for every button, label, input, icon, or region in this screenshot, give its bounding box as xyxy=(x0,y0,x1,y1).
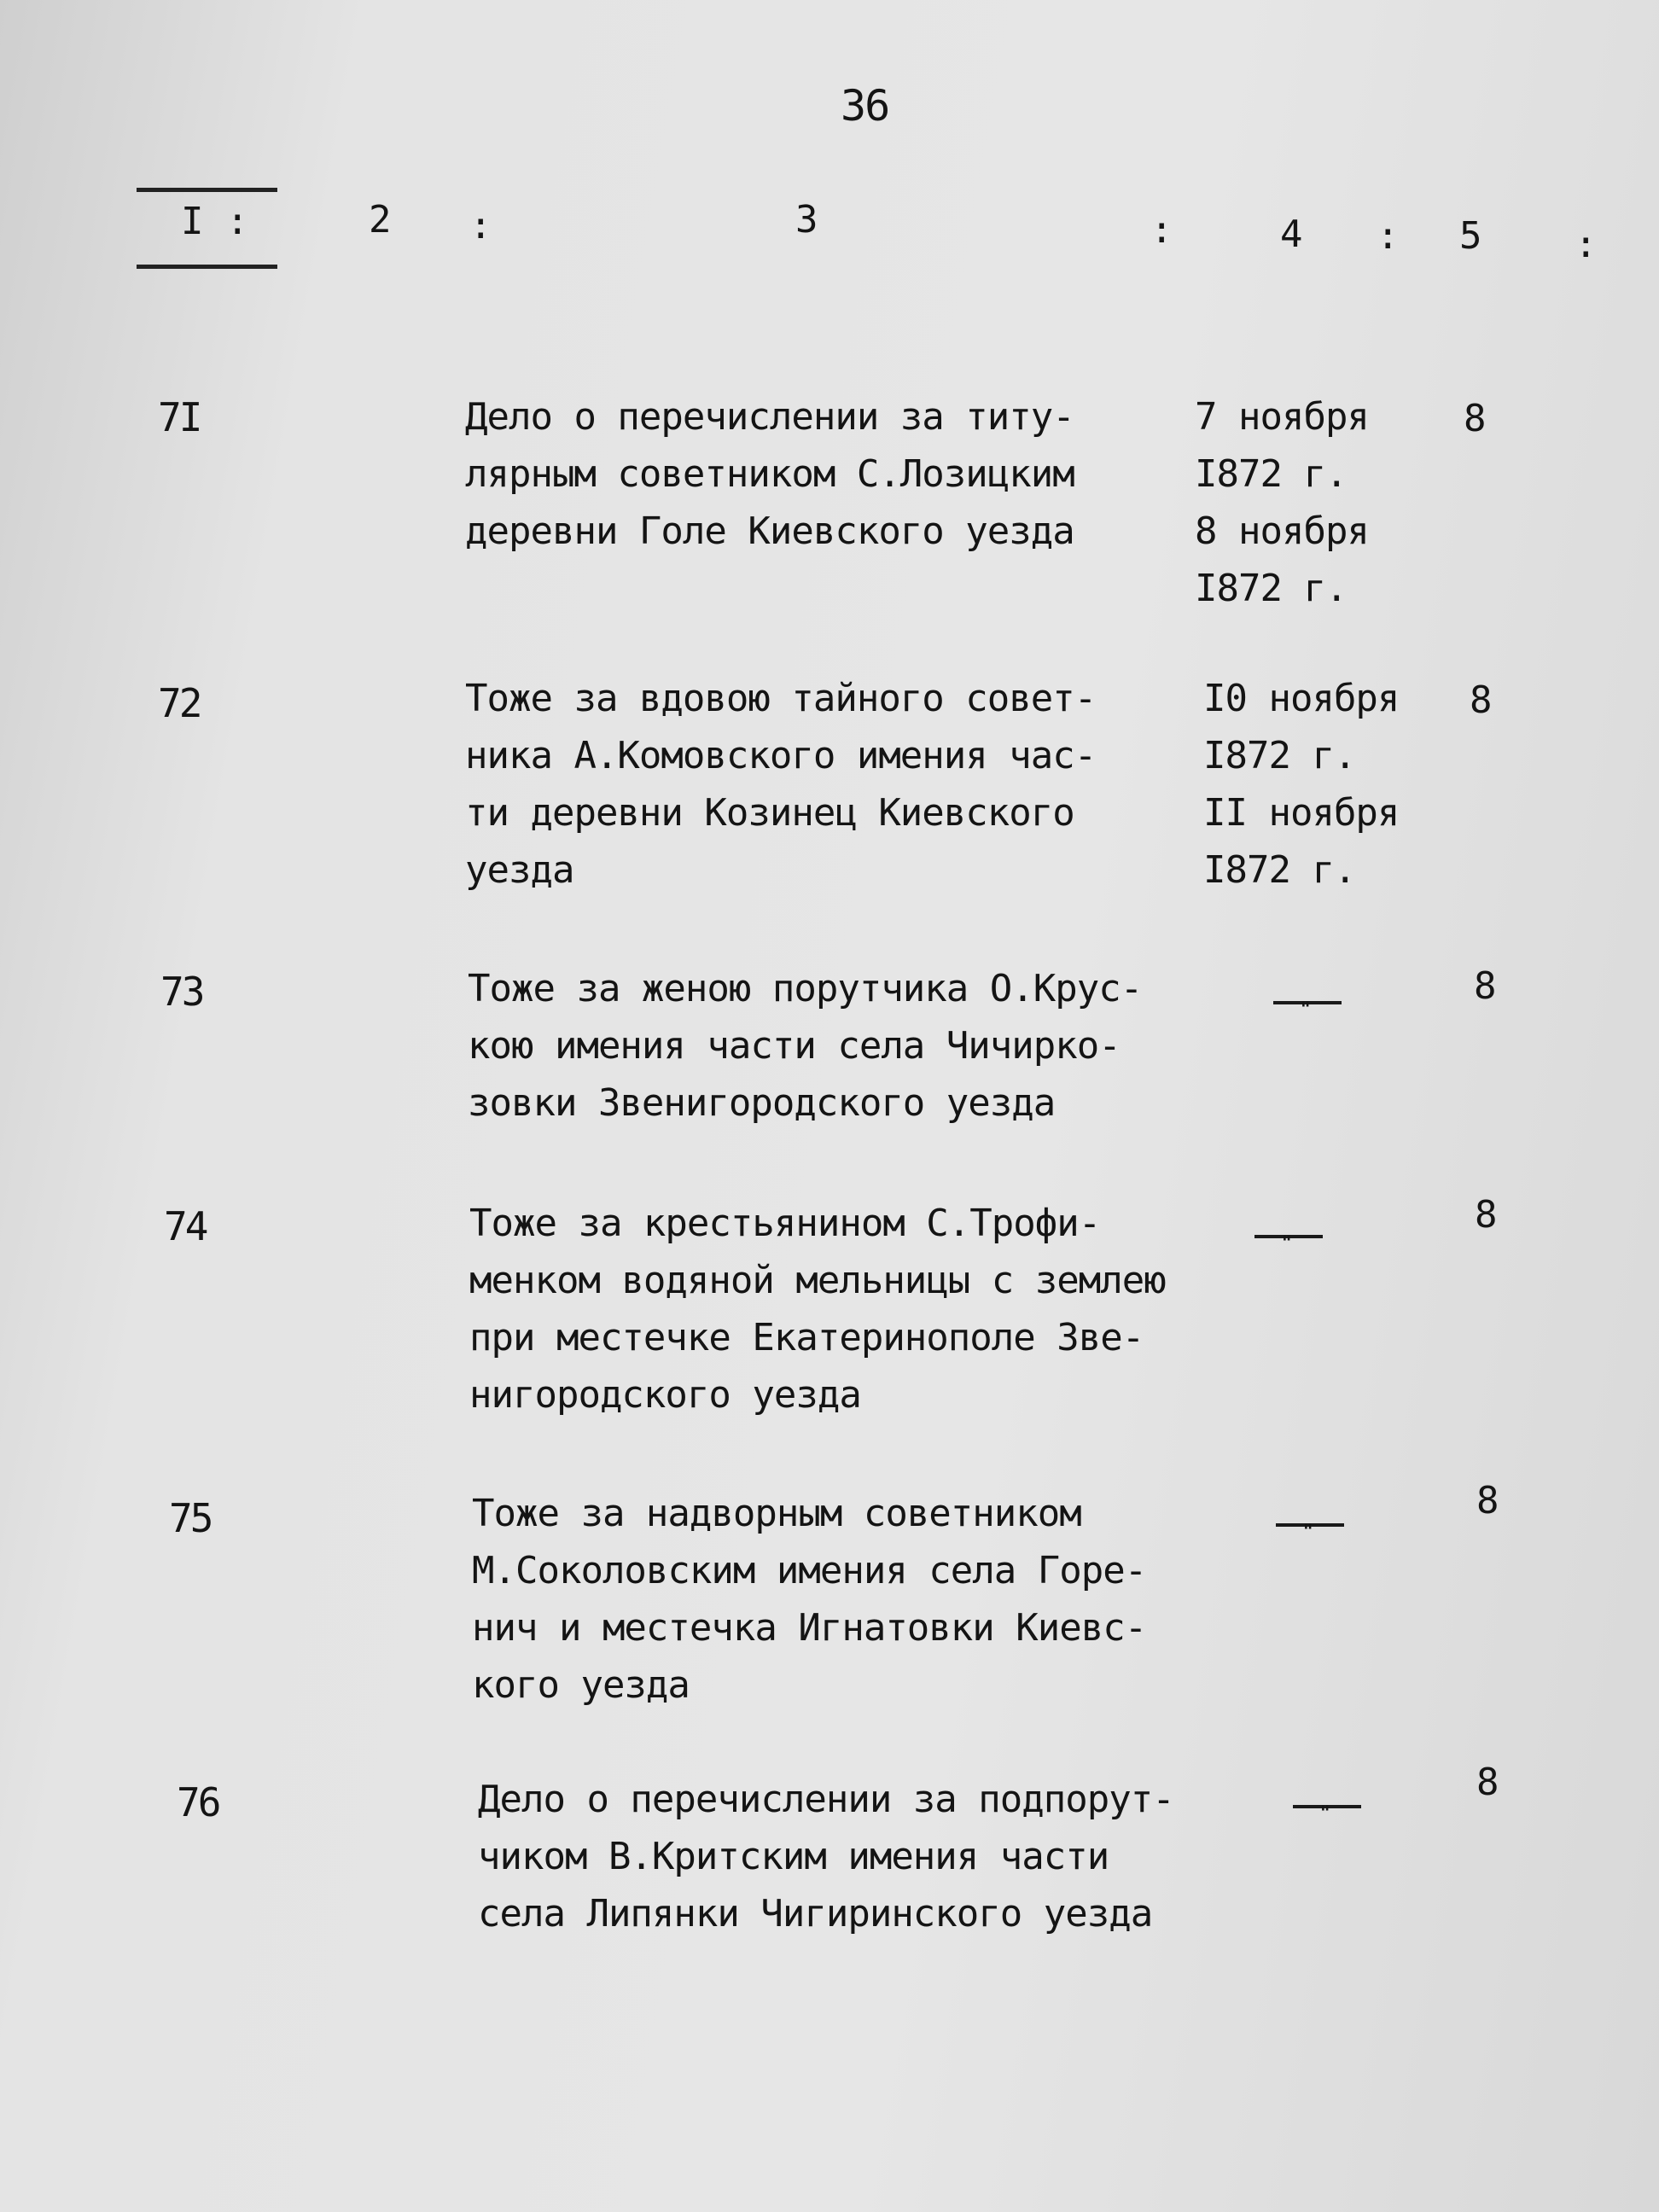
entry-number: 72 xyxy=(158,680,201,726)
entry-sheet-count: 8 xyxy=(1474,964,1497,1008)
header-separator: : xyxy=(1150,208,1173,252)
entry-sheet-count: 8 xyxy=(1470,678,1493,722)
entry-sheet-count: 8 xyxy=(1464,397,1487,440)
page-number: 36 xyxy=(841,81,889,131)
header-separator: : xyxy=(1575,223,1598,266)
entry-sheet-count: 8 xyxy=(1476,1761,1499,1804)
header-col-1: I : xyxy=(181,200,249,243)
entry-number: 74 xyxy=(164,1203,207,1249)
entry-description: Тоже за крестьянином С.Трофи- менком водяной мельницы с землею при местечке Екатеринополе Зве- нигородского уезда xyxy=(469,1202,1166,1417)
entry-date: 7 ноября I872 г. 8 ноября I872 г. xyxy=(1195,395,1369,610)
header-col-5: 5 xyxy=(1459,214,1482,258)
entry-description: Тоже за женою порутчика О.Крус- кою имения части села Чичирко- зовки Звенигородского уезда xyxy=(468,967,1143,1125)
header-col-4: 4 xyxy=(1280,212,1303,256)
ditto-mark-icon: " xyxy=(1293,1801,1361,1821)
entry-date: I0 ноября I872 г. II ноября I872 г. xyxy=(1203,677,1400,892)
header-rule-bottom xyxy=(137,265,277,269)
header-rule-top xyxy=(137,188,277,192)
header-col-3: 3 xyxy=(795,198,818,242)
entry-description: Дело о перечислении за подпорут- чиком В.Критским имения части села Липянки Чигиринского уезда xyxy=(478,1778,1174,1936)
entry-sheet-count: 8 xyxy=(1476,1479,1499,1522)
entry-number: 7I xyxy=(158,394,201,440)
header-col-2: 2 xyxy=(369,198,392,242)
entry-description: Тоже за вдовою тайного совет- ника А.Комовского имения час- ти деревни Козинец Киевского уезда xyxy=(465,677,1097,892)
header-separator: : xyxy=(1377,214,1400,258)
entry-description: Тоже за надворным советником М.Соколовским имения села Горе- нич и местечка Игнатовки Киевс- кого уезда xyxy=(472,1492,1147,1707)
entry-description: Дело о перечислении за титу- лярным советником С.Лозицким деревни Голе Киевского уезда xyxy=(465,395,1074,553)
ditto-mark-icon: " xyxy=(1273,997,1342,1017)
ditto-mark-icon: " xyxy=(1254,1231,1323,1251)
ditto-mark-icon: " xyxy=(1276,1519,1344,1540)
entry-sheet-count: 8 xyxy=(1475,1193,1498,1237)
header-separator: : xyxy=(469,204,492,247)
entry-number: 76 xyxy=(177,1779,219,1825)
entry-number: 73 xyxy=(160,969,203,1015)
entry-number: 75 xyxy=(169,1495,212,1541)
